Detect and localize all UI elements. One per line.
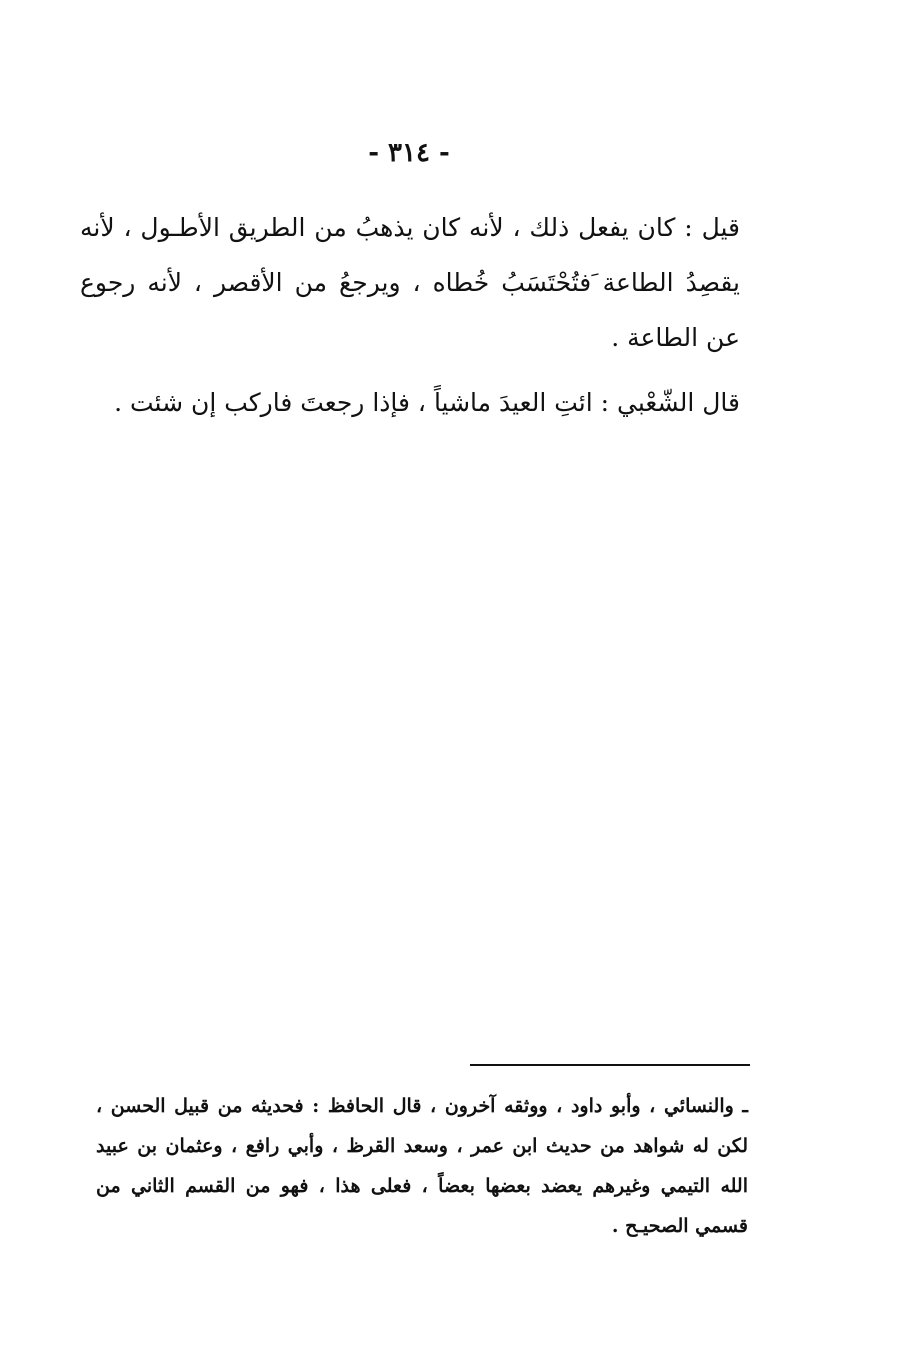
page-number: - ٣١٤ -: [368, 138, 450, 168]
body-paragraph: قال الشّعْبي : ائتِ العيدَ ماشياً ، فإذا رجعتَ فاركب إن شئت .: [114, 388, 740, 417]
footnotes: [96, 1086, 748, 1246]
body-paragraph: قيل : كان يفعل ذلك ، لأنه كان يذهبُ من الطريق الأطـول ، لأنه يقصِدُ الطاعة َفتُحْتَسَبُ خُطاه ، ويرجعُ من الأقصر ، لأنه رجوع عن الطاعة .: [80, 213, 740, 352]
footnote-divider: [470, 1064, 750, 1066]
main-text: [80, 200, 740, 430]
footnote-paragraph: ـ والنسائي ، وأبو داود ، ووثقه آخرون ، قال الحافظ : فحديثه من قبيل الحسن ، لكن له شواهد من حديث ابن عمر ، وسعد القرظ ، وأبي رافع ، وعثمان بن عبيد الله التيمي وغيرهم يعضد بعضها بعضاً ، فعلى هذا ، فهو من القسم الثاني من قسمي الصحيـح .: [96, 1095, 748, 1237]
